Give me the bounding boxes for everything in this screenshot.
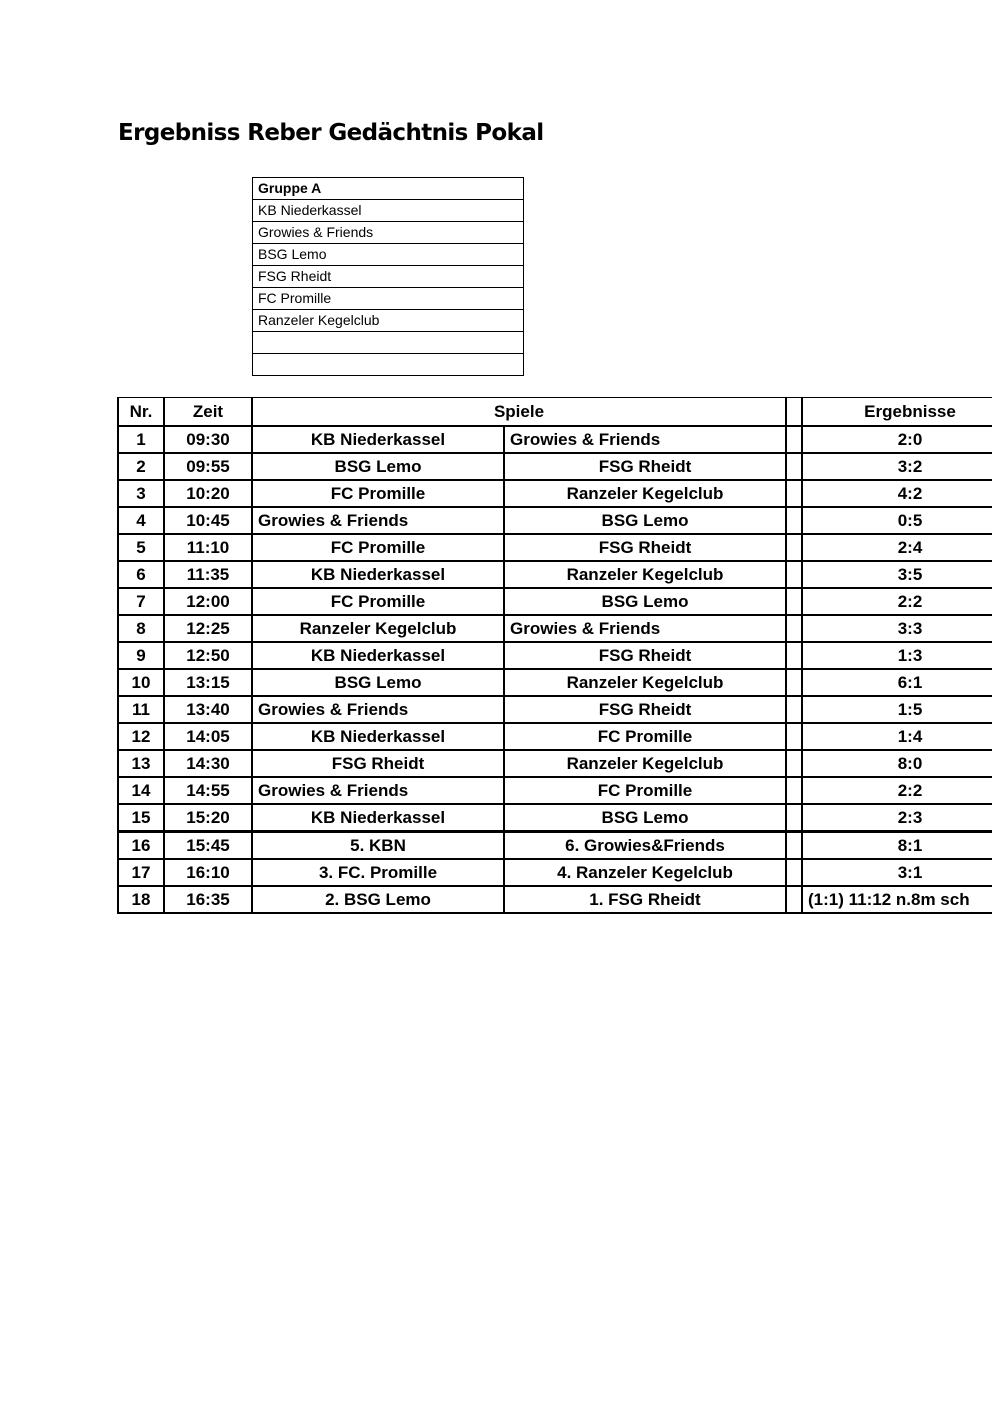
group-team-name: FSG Rheidt — [253, 266, 524, 288]
group-team-row — [253, 222, 524, 244]
group-team-row — [253, 244, 524, 266]
header-nr: Nr. — [118, 398, 164, 427]
game-result: 2:2 — [802, 777, 992, 804]
game-zeit: 12:25 — [164, 615, 252, 642]
game-row — [118, 777, 992, 804]
game-result: 3:5 — [802, 561, 992, 588]
game-row — [118, 859, 992, 886]
game-result: 1:4 — [802, 723, 992, 750]
page-title: Ergebniss Reber Gedächtnis Pokal — [118, 120, 544, 146]
game-row — [118, 723, 992, 750]
game-zeit: 11:10 — [164, 534, 252, 561]
game-nr: 3 — [118, 480, 164, 507]
game-home-team: FC Promille — [252, 588, 504, 615]
game-row — [118, 588, 992, 615]
game-row — [118, 480, 992, 507]
game-away-team: FSG Rheidt — [504, 534, 786, 561]
game-row — [118, 561, 992, 588]
group-team-name — [253, 332, 524, 354]
game-nr: 1 — [118, 426, 164, 453]
game-home-team: KB Niederkassel — [252, 804, 504, 832]
game-zeit: 11:35 — [164, 561, 252, 588]
game-result: 4:2 — [802, 480, 992, 507]
game-row — [118, 696, 992, 723]
game-spacer — [786, 588, 802, 615]
game-nr: 14 — [118, 777, 164, 804]
game-spacer — [786, 669, 802, 696]
game-spacer — [786, 480, 802, 507]
game-away-team: Ranzeler Kegelclub — [504, 561, 786, 588]
group-team-row — [253, 354, 524, 376]
game-zeit: 14:55 — [164, 777, 252, 804]
game-home-team: Growies & Friends — [252, 696, 504, 723]
game-home-team: 5. KBN — [252, 832, 504, 860]
game-home-team: BSG Lemo — [252, 453, 504, 480]
group-team-row — [253, 266, 524, 288]
game-spacer — [786, 642, 802, 669]
game-result: 3:1 — [802, 859, 992, 886]
game-home-team: 2. BSG Lemo — [252, 886, 504, 913]
game-home-team: 3. FC. Promille — [252, 859, 504, 886]
game-result: 3:2 — [802, 453, 992, 480]
game-result: 2:2 — [802, 588, 992, 615]
group-header-row — [253, 178, 524, 200]
game-home-team: KB Niederkassel — [252, 426, 504, 453]
game-home-team: Growies & Friends — [252, 507, 504, 534]
game-nr: 11 — [118, 696, 164, 723]
game-nr: 13 — [118, 750, 164, 777]
game-nr: 18 — [118, 886, 164, 913]
game-spacer — [786, 804, 802, 832]
game-away-team: BSG Lemo — [504, 804, 786, 832]
game-zeit: 15:20 — [164, 804, 252, 832]
game-spacer — [786, 723, 802, 750]
header-spacer — [786, 398, 802, 427]
group-team-name: FC Promille — [253, 288, 524, 310]
game-spacer — [786, 561, 802, 588]
game-away-team: BSG Lemo — [504, 507, 786, 534]
game-away-team: FSG Rheidt — [504, 453, 786, 480]
game-home-team: KB Niederkassel — [252, 561, 504, 588]
group-team-name — [253, 354, 524, 376]
games-header-row — [118, 398, 992, 427]
game-row — [118, 886, 992, 913]
game-spacer — [786, 696, 802, 723]
game-away-team: 1. FSG Rheidt — [504, 886, 786, 913]
game-row — [118, 832, 992, 860]
header-spiele: Spiele — [252, 398, 786, 427]
group-team-name: Growies & Friends — [253, 222, 524, 244]
game-away-team: Ranzeler Kegelclub — [504, 480, 786, 507]
game-away-team: 4. Ranzeler Kegelclub — [504, 859, 786, 886]
game-away-team: Ranzeler Kegelclub — [504, 750, 786, 777]
group-team-name: Ranzeler Kegelclub — [253, 310, 524, 332]
game-row — [118, 804, 992, 832]
game-home-team: Growies & Friends — [252, 777, 504, 804]
game-zeit: 16:35 — [164, 886, 252, 913]
game-home-team: FSG Rheidt — [252, 750, 504, 777]
game-result: 2:4 — [802, 534, 992, 561]
game-away-team: FSG Rheidt — [504, 642, 786, 669]
game-result: 8:0 — [802, 750, 992, 777]
game-nr: 15 — [118, 804, 164, 832]
game-zeit: 15:45 — [164, 832, 252, 860]
game-row — [118, 534, 992, 561]
game-spacer — [786, 859, 802, 886]
game-away-team: FSG Rheidt — [504, 696, 786, 723]
game-zeit: 09:55 — [164, 453, 252, 480]
game-spacer — [786, 426, 802, 453]
group-team-row — [253, 310, 524, 332]
game-zeit: 13:40 — [164, 696, 252, 723]
game-result: (1:1) 11:12 n.8m sch — [802, 886, 992, 913]
game-row — [118, 453, 992, 480]
game-nr: 2 — [118, 453, 164, 480]
group-team-name: BSG Lemo — [253, 244, 524, 266]
game-home-team: Ranzeler Kegelclub — [252, 615, 504, 642]
game-away-team: FC Promille — [504, 723, 786, 750]
header-zeit: Zeit — [164, 398, 252, 427]
game-nr: 5 — [118, 534, 164, 561]
game-nr: 4 — [118, 507, 164, 534]
game-home-team: BSG Lemo — [252, 669, 504, 696]
game-result: 2:3 — [802, 804, 992, 832]
game-away-team: FC Promille — [504, 777, 786, 804]
game-nr: 10 — [118, 669, 164, 696]
group-header: Gruppe A — [253, 178, 524, 200]
game-away-team: Growies & Friends — [504, 615, 786, 642]
game-result: 3:3 — [802, 615, 992, 642]
game-result: 1:5 — [802, 696, 992, 723]
game-nr: 9 — [118, 642, 164, 669]
game-row — [118, 507, 992, 534]
group-team-row — [253, 288, 524, 310]
game-nr: 16 — [118, 832, 164, 860]
game-result: 1:3 — [802, 642, 992, 669]
game-result: 0:5 — [802, 507, 992, 534]
game-nr: 6 — [118, 561, 164, 588]
game-spacer — [786, 886, 802, 913]
game-nr: 12 — [118, 723, 164, 750]
game-home-team: FC Promille — [252, 534, 504, 561]
game-zeit: 12:50 — [164, 642, 252, 669]
game-zeit: 14:30 — [164, 750, 252, 777]
group-team-row — [253, 200, 524, 222]
game-spacer — [786, 453, 802, 480]
game-row — [118, 615, 992, 642]
game-zeit: 10:20 — [164, 480, 252, 507]
game-zeit: 10:45 — [164, 507, 252, 534]
games-table — [117, 397, 992, 914]
group-team-row — [253, 332, 524, 354]
game-row — [118, 750, 992, 777]
game-away-team: Growies & Friends — [504, 426, 786, 453]
game-home-team: KB Niederkassel — [252, 642, 504, 669]
game-zeit: 16:10 — [164, 859, 252, 886]
game-spacer — [786, 534, 802, 561]
game-zeit: 13:15 — [164, 669, 252, 696]
header-ergebnisse: Ergebnisse — [802, 398, 992, 427]
game-away-team: 6. Growies&Friends — [504, 832, 786, 860]
game-zeit: 14:05 — [164, 723, 252, 750]
game-home-team: FC Promille — [252, 480, 504, 507]
game-spacer — [786, 750, 802, 777]
game-row — [118, 642, 992, 669]
game-away-team: BSG Lemo — [504, 588, 786, 615]
group-table — [252, 177, 524, 376]
game-nr: 7 — [118, 588, 164, 615]
game-away-team: Ranzeler Kegelclub — [504, 669, 786, 696]
game-nr: 8 — [118, 615, 164, 642]
game-spacer — [786, 777, 802, 804]
game-home-team: KB Niederkassel — [252, 723, 504, 750]
game-result: 6:1 — [802, 669, 992, 696]
game-row — [118, 669, 992, 696]
game-row — [118, 426, 992, 453]
game-result: 8:1 — [802, 832, 992, 860]
game-nr: 17 — [118, 859, 164, 886]
game-spacer — [786, 507, 802, 534]
game-zeit: 12:00 — [164, 588, 252, 615]
game-result: 2:0 — [802, 426, 992, 453]
group-team-name: KB Niederkassel — [253, 200, 524, 222]
game-spacer — [786, 832, 802, 860]
game-spacer — [786, 615, 802, 642]
game-zeit: 09:30 — [164, 426, 252, 453]
